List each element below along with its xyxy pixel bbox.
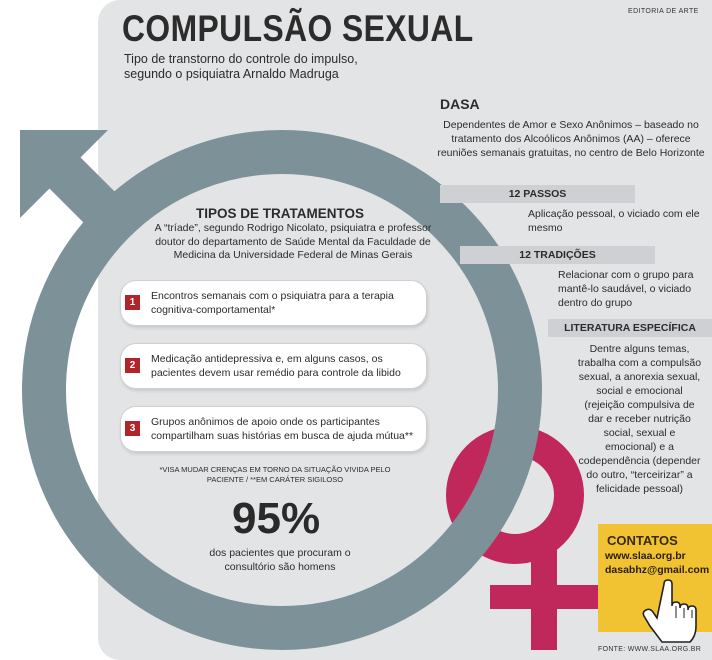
- treatments-intro: A “tríade”, segundo Rodrigo Nicolato, psiquiatra e professor doutor do departamento de Saúde Mental da Faculdade de Medicina da Universidade Federal de Minas Gerais: [154, 222, 432, 261]
- treatment-text: Encontros semanais com o psiquiatra para a terapia cognitiva-comportamental*: [151, 290, 394, 316]
- treatment-item: [120, 406, 427, 452]
- page-subtitle: [124, 52, 424, 82]
- treatment-text: Medicação antidepressiva e, em alguns casos, os pacientes devem usar remédio para controle da libido: [151, 353, 401, 379]
- section-text-12-passos: Aplicação pessoal, o viciado com ele mesmo: [528, 208, 700, 234]
- subtitle-line: segundo o psiquiatra Arnaldo Madruga: [124, 67, 339, 81]
- treatments-footnote: *VISA MUDAR CRENÇAS EM TORNO DA SITUAÇÃO VIVIDA PELO PACIENTE / **EM CARÁTER SIGILOSO: [159, 465, 391, 484]
- number-badge: 2: [125, 358, 140, 373]
- section-bar-literatura: LITERATURA ESPECÍFICA: [548, 319, 712, 337]
- stat-value: 95%: [232, 494, 321, 543]
- editorial-credit: EDITORIA DE ARTE: [628, 8, 699, 15]
- contact-site-link[interactable]: www.slaa.org.br: [605, 550, 686, 562]
- section-bar-12-tradicoes: 12 TRADIÇÕES: [460, 246, 655, 264]
- page-title: COMPULSÃO SEXUAL: [122, 8, 474, 49]
- dasa-description: Dependentes de Amor e Sexo Anônimos – baseado no tratamento dos Alcoólicos Anônimos (AA) – oferece reuniões semanais gratuitas, no centro de Belo Horizonte: [437, 119, 705, 159]
- contacts-title: CONTATOS: [607, 533, 678, 548]
- treatment-item: [120, 280, 427, 326]
- number-badge: 1: [125, 295, 140, 310]
- subtitle-line: Tipo de transtorno do controle do impulso,: [124, 52, 358, 66]
- section-text-12-tradicoes: Relacionar com o grupo para mantê-lo saudável, o viciado dentro do grupo: [558, 269, 694, 309]
- contact-email-link[interactable]: dasabhz@gmail.com: [605, 564, 710, 576]
- section-text-literatura: Dentre alguns temas, trabalha com a compulsão sexual, a anorexia sexual, social e emocional (rejeição compulsiva de dar e receber nutrição social, sexual e emocional) e a codependência (depender do outro, “terceirizar” a felicidade pessoal): [577, 343, 702, 495]
- dasa-heading: DASA: [440, 96, 480, 112]
- treatments-title: TIPOS DE TRATAMENTOS: [195, 206, 364, 221]
- source-credit: FONTE: WWW.SLAA.ORG.BR: [598, 646, 702, 653]
- treatment-text: Grupos anônimos de apoio onde os participantes compartilham suas histórias em busca de ajuda mútua**: [151, 416, 414, 442]
- stat-description: dos pacientes que procuram o consultório são homens: [209, 547, 351, 573]
- treatment-item: [120, 343, 427, 389]
- number-badge: 3: [125, 421, 140, 436]
- section-bar-12-passos: 12 PASSOS: [440, 185, 635, 203]
